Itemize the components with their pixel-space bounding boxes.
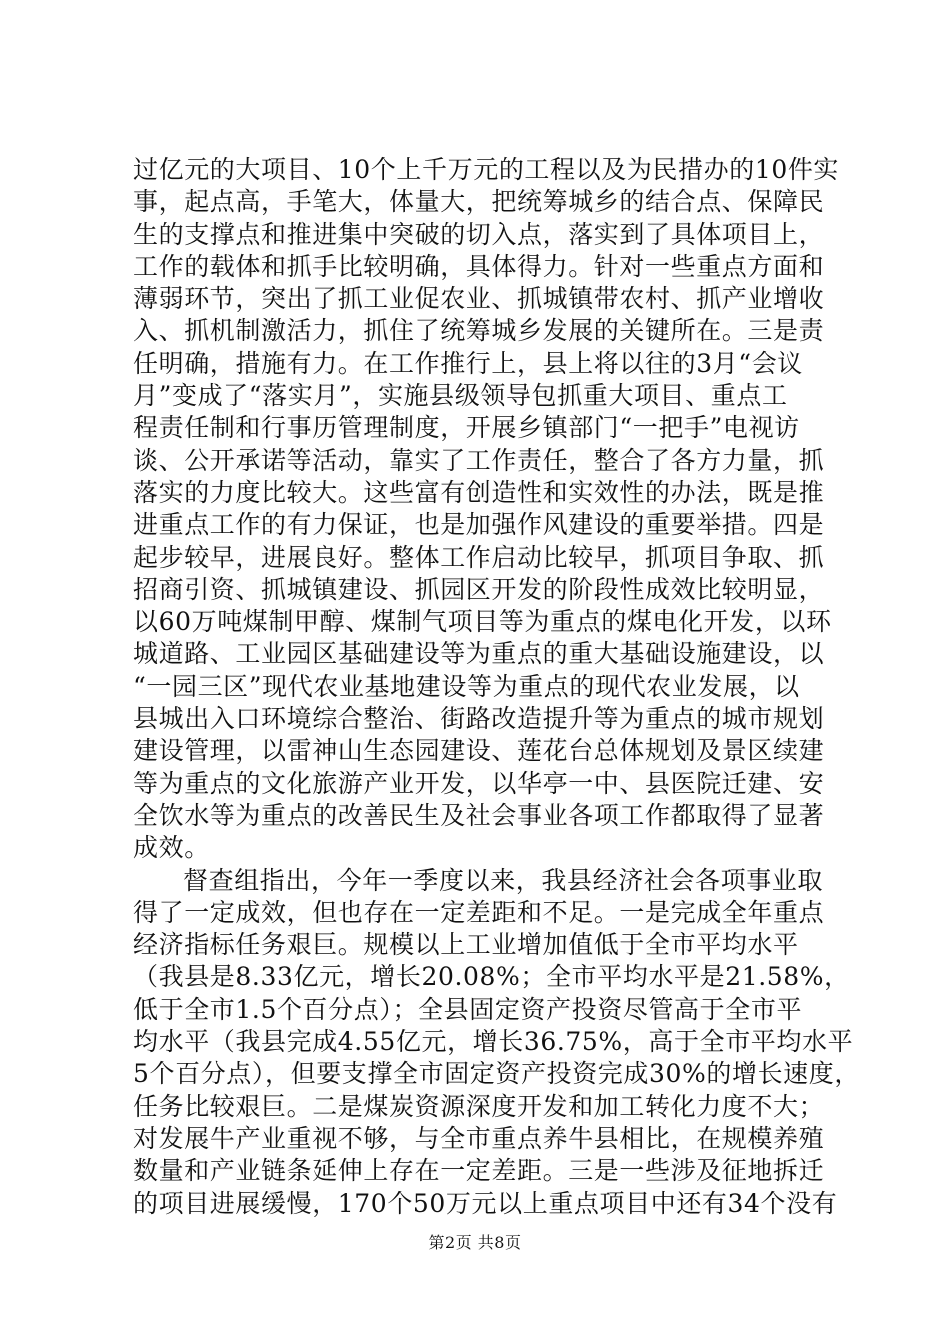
text-line: 以60万吨煤制甲醇、煤制气项目等为重点的煤电化开发，以环 [133,607,832,637]
text-line: （我县是8.33亿元，增长20.08%；全市平均水平是21.58%， [133,962,850,992]
text-line: 成效。 [133,833,210,863]
text-line: 程责任制和行事历管理制度，开展乡镇部门“一把手”电视访 [133,413,800,443]
text-line: 全饮水等为重点的改善民生及社会事业各项工作都取得了显著 [133,800,825,830]
text-line: 数量和产业链条延伸上存在一定差距。三是一些涉及征地拆迁 [133,1156,825,1186]
text-line: 得了一定成效，但也存在一定差距和不足。一是完成全年重点 [133,897,825,927]
text-line: 过亿元的大项目、10个上千万元的工程以及为民措办的10件实 [133,155,840,184]
text-line: 任明确，措施有力。在工作推行上，县上将以往的3月“会议 [133,348,803,378]
text-line: 低于全市1.5个百分点）；全县固定资产投资尽管高于全市平 [133,994,803,1024]
text-line: 事，起点高，手笔大，体量大，把统筹城乡的结合点、保障民 [133,187,825,217]
page-footer: 第2页 共8页 [428,1233,522,1252]
text-line: 薄弱环节，突出了抓工业促农业、抓城镇带农村、抓产业增收 [133,284,825,314]
text-line: 月”变成了“落实月”，实施县级领导包抓重大项目、重点工 [133,381,788,411]
document-body [133,154,860,1220]
text-line: 生的支撑点和推进集中突破的切入点，落实到了具体项目上， [133,219,825,249]
text-line: “一园三区”现代农业基地建设等为重点的现代农业发展，以 [133,671,800,701]
text-line: 谈、公开承诺等活动，靠实了工作责任，整合了各方力量，抓 [133,445,825,475]
text-line: 任务比较艰巨。二是煤炭资源深度开发和加工转化力度不大； [133,1091,825,1121]
text-line: 落实的力度比较大。这些富有创造性和实效性的办法，既是推 [133,477,825,507]
text-line: 5个百分点），但要支撑全市固定资产投资完成30%的增长速度， [133,1059,860,1089]
text-line: 的项目进展缓慢，170个50万元以上重点项目中还有34个没有 [133,1188,838,1218]
text-line: 工作的载体和抓手比较明确，具体得力。针对一些重点方面和 [133,251,825,281]
text-line: 城道路、工业园区基础建设等为重点的重大基础设施建设，以 [133,639,825,669]
text-line: 起步较早，进展良好。整体工作启动比较早，抓项目争取、抓 [133,542,825,572]
text-line: 等为重点的文化旅游产业开发，以华亭一中、县医院迁建、安 [133,768,825,798]
text-line: 均水平（我县完成4.55亿元，增长36.75%，高于全市平均水平 [133,1027,854,1057]
text-line: 经济指标任务艰巨。规模以上工业增加值低于全市平均水平 [133,930,799,960]
text-line: 招商引资、抓城镇建设、抓园区开发的阶段性成效比较明显， [133,574,825,604]
text-line: 对发展牛产业重视不够，与全市重点养牛县相比，在规模养殖 [133,1123,825,1153]
text-line: 入、抓机制激活力，抓住了统筹城乡发展的关键所在。三是责 [133,316,825,346]
text-line: 县城出入口环境综合整治、街路改造提升等为重点的城市规划 [133,704,825,734]
paragraph-start-line: 督查组指出，今年一季度以来，我县经济社会各项事业取 [183,865,824,895]
text-line: 建设管理，以雷神山生态园建设、莲花台总体规划及景区续建 [133,736,825,766]
text-line: 进重点工作的有力保证，也是加强作风建设的重要举措。四是 [133,510,825,540]
